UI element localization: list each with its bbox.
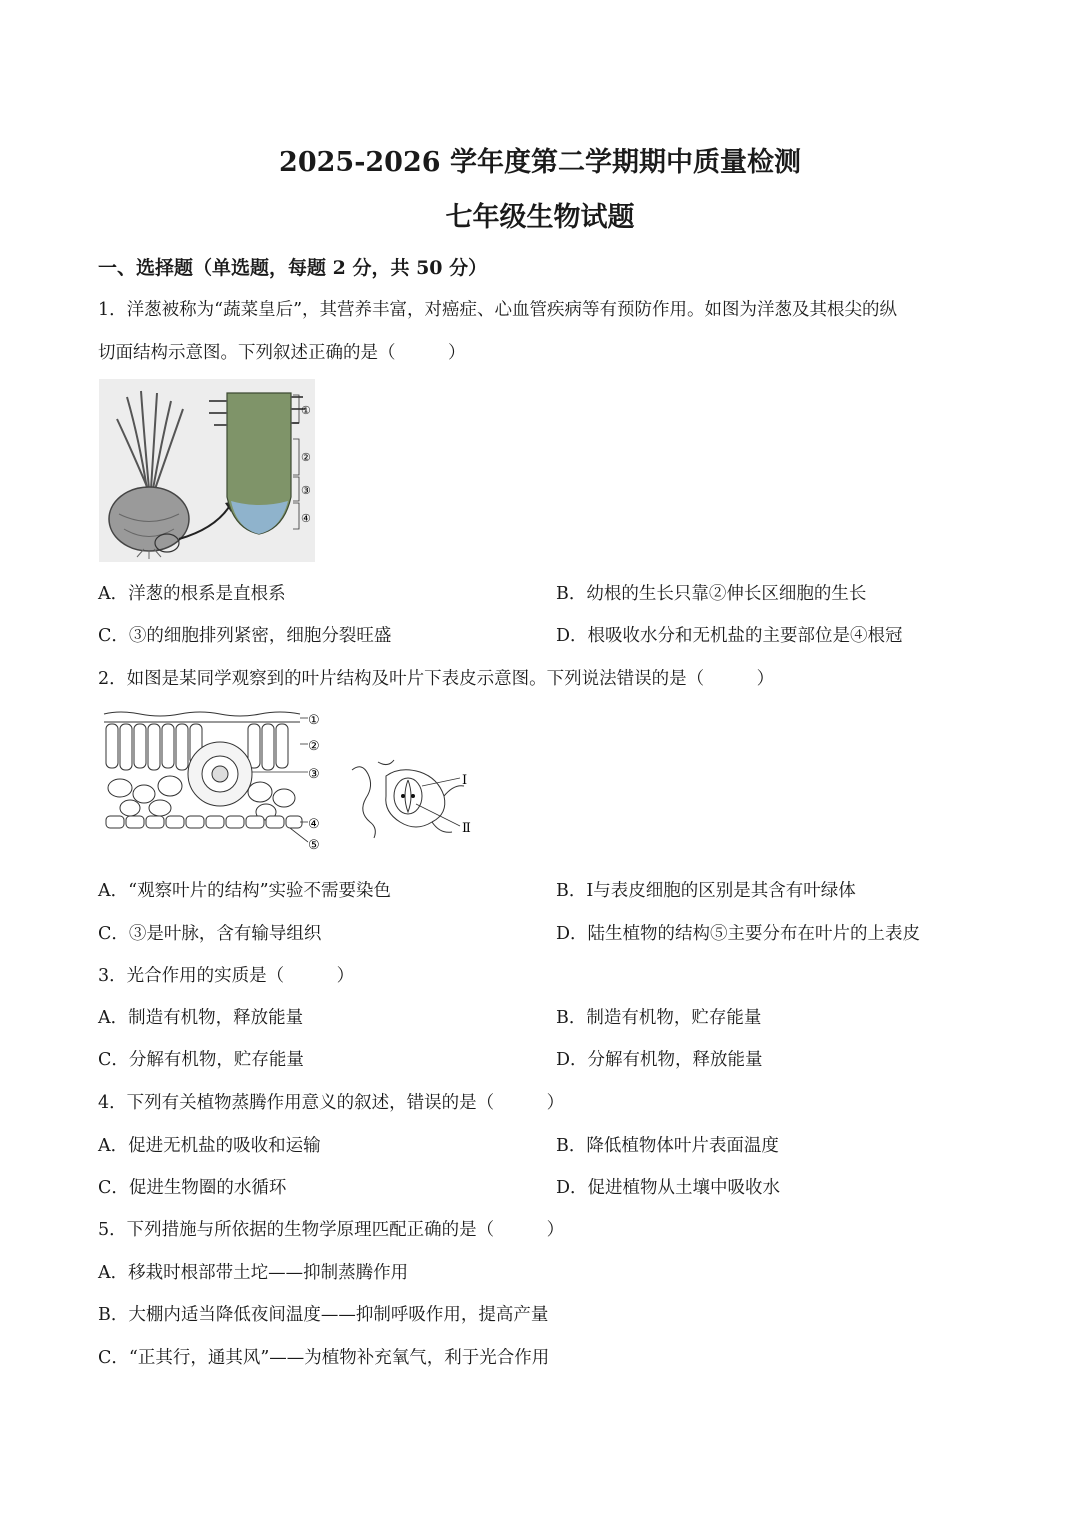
- q3-option-d[interactable]: D．分解有机物，释放能量: [556, 1050, 763, 1070]
- leaf-cross-section-figure: [100, 708, 330, 854]
- q2-option-d[interactable]: D．陆生植物的结构⑤主要分布在叶片的上表皮: [556, 924, 921, 944]
- q3-option-a[interactable]: A．制造有机物，释放能量: [98, 1008, 304, 1028]
- onion-root-tip-figure: [99, 379, 315, 562]
- question-4-stem: 4．下列有关植物蒸腾作用意义的叙述，错误的是（ ）: [98, 1093, 565, 1113]
- q1-option-b[interactable]: B．幼根的生长只靠②伸长区细胞的生长: [556, 584, 867, 604]
- lower-epidermis-figure: [348, 756, 480, 842]
- q1-option-d[interactable]: D．根吸收水分和无机盐的主要部位是④根冠: [556, 626, 903, 646]
- q1-option-c[interactable]: C．③的细胞排列紧密，细胞分裂旺盛: [98, 626, 392, 646]
- question-1-stem-line1: 1．洋葱被称为“蔬菜皇后”，其营养丰富，对癌症、心血管疾病等有预防作用。如图为洋葱及其根尖的纵: [98, 300, 898, 320]
- q4-option-a[interactable]: A．促进无机盐的吸收和运输: [98, 1136, 321, 1156]
- epidermis-label-II: Ⅱ: [462, 821, 471, 836]
- leaf-label-2: ②: [308, 739, 320, 754]
- leaf-label-4: ④: [308, 817, 320, 832]
- q2-option-c[interactable]: C．③是叶脉，含有输导组织: [98, 924, 322, 944]
- question-1-stem-line2: 切面结构示意图。下列叙述正确的是（ ）: [98, 343, 466, 363]
- q2-option-b[interactable]: B．Ⅰ与表皮细胞的区别是其含有叶绿体: [556, 881, 856, 901]
- label-1: ①: [301, 404, 311, 417]
- exam-title: 2025-2026 学年度第二学期期中质量检测: [279, 147, 801, 178]
- leaf-label-3: ③: [308, 767, 320, 782]
- q2-option-a[interactable]: A．“观察叶片的结构”实验不需要染色: [98, 881, 392, 901]
- exam-subtitle: 七年级生物试题: [445, 202, 635, 233]
- q4-option-b[interactable]: B．降低植物体叶片表面温度: [556, 1136, 779, 1156]
- onion-bulb: [109, 487, 189, 551]
- label-3: ③: [301, 484, 311, 497]
- q3-option-c[interactable]: C．分解有机物，贮存能量: [98, 1050, 304, 1070]
- section-heading: 一、选择题（单选题，每题 2 分，共 50 分）: [98, 257, 488, 279]
- epidermis-label-I: Ⅰ: [462, 773, 468, 788]
- label-2: ②: [301, 451, 311, 464]
- q5-option-b[interactable]: B．大棚内适当降低夜间温度——抑制呼吸作用，提高产量: [98, 1305, 549, 1325]
- leaf-label-1: ①: [308, 713, 320, 728]
- question-5-stem: 5．下列措施与所依据的生物学原理匹配正确的是（ ）: [98, 1220, 565, 1240]
- q1-option-a[interactable]: A．洋葱的根系是直根系: [98, 584, 286, 604]
- q4-option-d[interactable]: D．促进植物从土壤中吸收水: [556, 1178, 781, 1198]
- leaf-label-5: ⑤: [308, 838, 320, 853]
- question-2-stem: 2．如图是某同学观察到的叶片结构及叶片下表皮示意图。下列说法错误的是（ ）: [98, 669, 775, 689]
- q5-option-c[interactable]: C．“正其行，通其风”——为植物补充氧气，利于光合作用: [98, 1348, 550, 1368]
- question-3-stem: 3．光合作用的实质是（ ）: [98, 966, 355, 986]
- label-4: ④: [301, 512, 311, 525]
- q4-option-c[interactable]: C．促进生物圈的水循环: [98, 1178, 287, 1198]
- q3-option-b[interactable]: B．制造有机物，贮存能量: [556, 1008, 762, 1028]
- q5-option-a[interactable]: A．移栽时根部带土坨——抑制蒸腾作用: [98, 1263, 409, 1283]
